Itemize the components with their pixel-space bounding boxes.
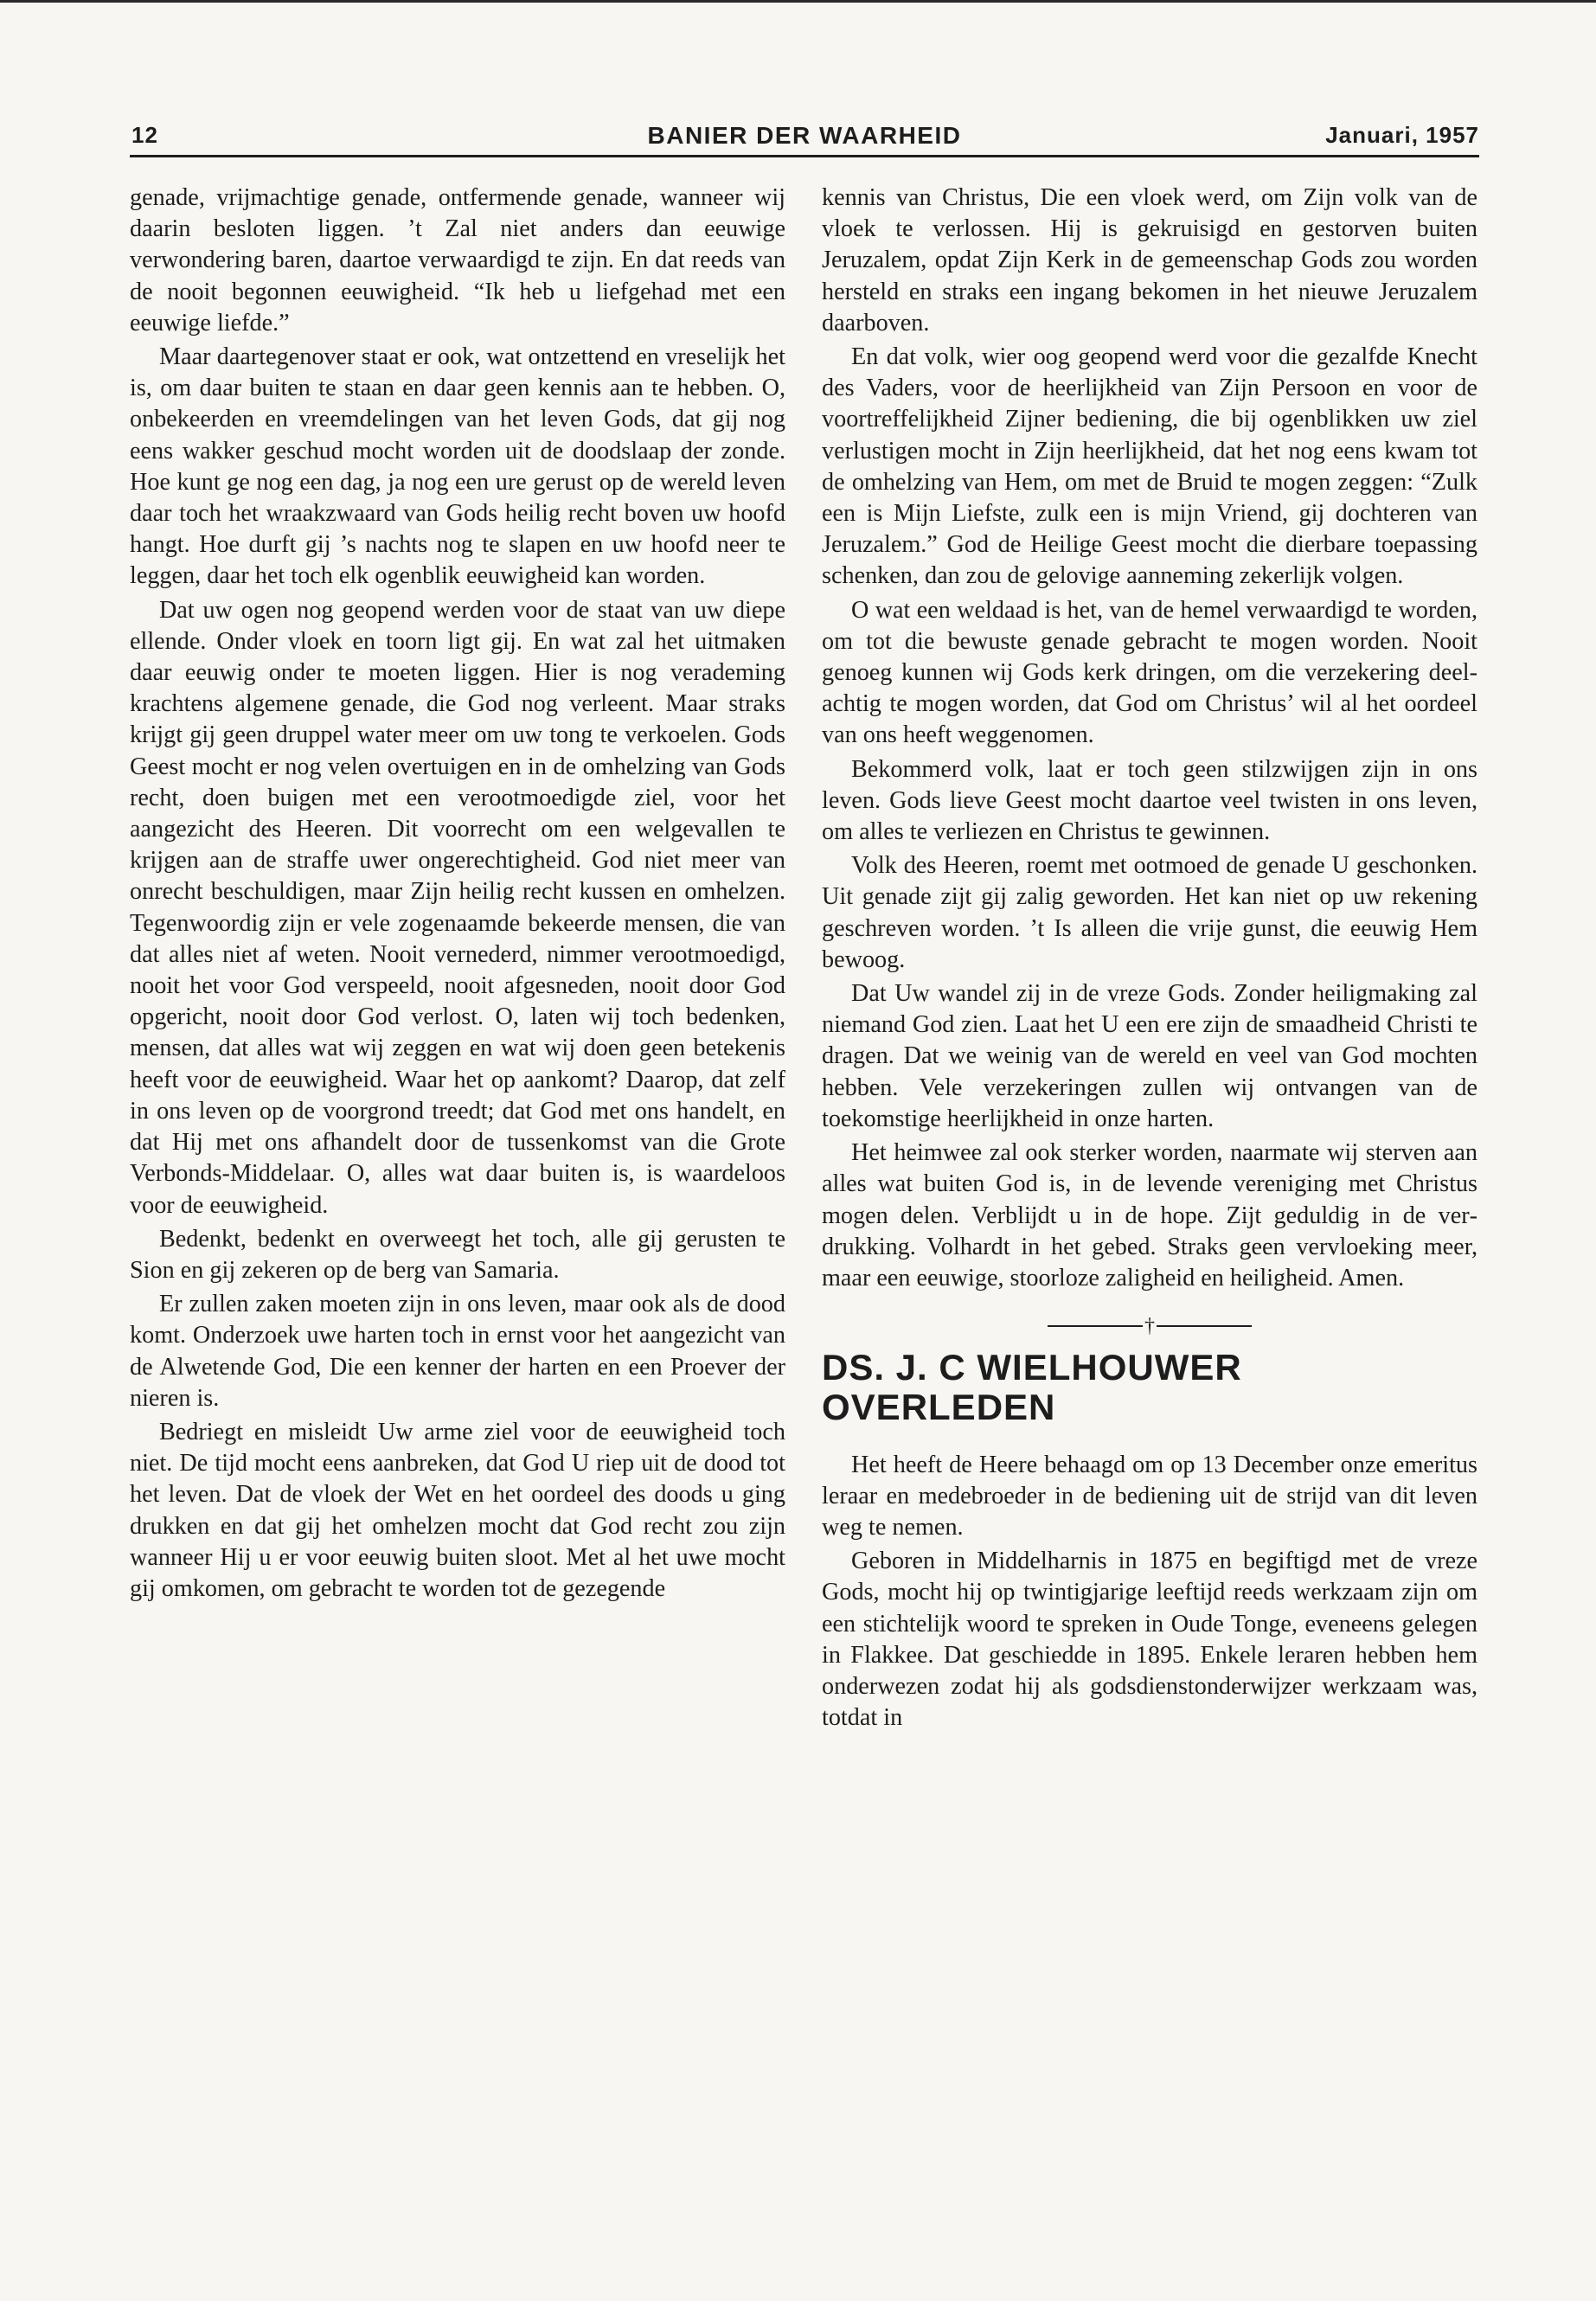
- divider-rule: [1157, 1325, 1252, 1327]
- divider-rule: [1048, 1325, 1143, 1327]
- paragraph: En dat volk, wier oog geopend werd voor die gezalfde Knecht des Vaders, voor de heerlijkheid van Zijn Persoon en voor de voortreffelijkheid Zijner bediening, die bij ogenblikken uw ziel verlustigen mocht in Zijn heerlijkheid, dat het nog eens kwam tot de omhelzing van Hem, om met de Bruid te mogen zeggen: “Zulk een is Mijn Liefste, zulk een is mijn Vriend, gij dochteren van Jeruzalem.” God de Heilige Geest mocht die dierbare toepassing schenken, dan zou de gelovige aanneming zekerlijk volgen.: [822, 343, 1477, 590]
- headline-line-2: OVERLEDEN: [822, 1386, 1056, 1427]
- cross-symbol: †: [1144, 1314, 1155, 1337]
- paragraph: Geboren in Middelharnis in 1875 en begiftigd met de vreze Gods, mocht hij op twintigjarige leeftijd reeds werkzaam zijn om een stichtelijk woord te spreken in Oude Tonge, eveneens gelegen in Flakkee. Dat geschiedde in 1895. Enkele leraren hebben hem onderwezen zodat hij als godsdienstonderwijzer werkzaam was, totdat in: [822, 1548, 1477, 1732]
- paragraph: Bedriegt en misleidt Uw arme ziel voor de eeuwigheid toch niet. De tijd mocht eens aanbreken, dat God U riep uit de dood tot het leven. Dat de vloek der Wet en het oordeel des doods u ging drukken en dat gij het omhelzen mocht dat God recht zou zijn wanneer Hij u er voor eeuwig buiten sloot. Met al het uwe mocht gij omkomen, om gebracht te worden tot de gezegende: [130, 1418, 785, 1602]
- paragraph: Volk des Heeren, roemt met ootmoed de genade U geschonken. Uit genade zijt gij zalig geworden. Het kan niet op uw rekening geschreven worden. ’t Is alleen die vrije gunst, die eeuwig Hem bewoog.: [822, 852, 1477, 973]
- page-number: 12: [131, 122, 158, 148]
- paragraph: kennis van Christus, Die een vloek werd, om Zijn volk van de vloek te verlossen. Hij is gekruisigd en gestorven buiten Jeruzalem, opdat Zijn Kerk in de gemeenschap Gods zou worden hersteld en straks een ingang bekomen in het nieuwe Jeruzalem daarboven.: [822, 184, 1477, 336]
- journal-title: BANIER DER WAARHEID: [647, 122, 962, 149]
- section-divider: [822, 1311, 1477, 1338]
- paragraph: Het heimwee zal ook sterker worden, naarmate wij sterven aan alles wat buiten God is, in de levende vereniging met Christus mogen delen. Verblijdt u in de hope. Zijt geduldig in de verdrukking. Volhardt in het gebed. Straks geen vervloeking meer, maar een eeuwige, stoorloze zaligheid en heiligheid. Amen.: [822, 1139, 1477, 1292]
- paragraph: O wat een weldaad is het, van de hemel verwaardigd te worden, om tot die bewuste genade gebracht te mogen worden. Nooit genoeg kunnen wij Gods kerk dringen, om die verzekering deelachtig te mogen worden, dat God om Christus’ wil al het oordeel van ons heeft weggenomen.: [822, 596, 1477, 749]
- paragraph: genade, vrijmachtige genade, ontfermende genade, wanneer wij daarin besloten liggen. ’t Zal niet anders dan eeuwige verwondering baren, daartoe verwaardigd te zijn. En dat reeds van de nooit begonnen eeuwigheid. “Ik heb u liefgehad met een eeuwige liefde.”: [130, 184, 785, 336]
- paragraph: Bekommerd volk, laat er toch geen stilzwijgen zijn in ons leven. Gods lieve Geest mocht daartoe veel twisten in ons leven, om alles te verliezen en Christus te gewinnen.: [822, 755, 1477, 846]
- issue-date: Januari, 1957: [1325, 122, 1479, 148]
- obituary-headline: [822, 1348, 1477, 1427]
- paragraph: Bedenkt, bedenkt en overweegt het toch, alle gij gerusten te Sion en gij zekeren op de berg van Samaria.: [130, 1225, 785, 1284]
- page-header: [130, 115, 1479, 157]
- paragraph: Er zullen zaken moeten zijn in ons leven, maar ook als de dood komt. Onderzoek uwe harten toch in ernst voor het aangezicht van de Alwetende God, Die een kenner der harten en een Proever der nieren is.: [130, 1291, 785, 1412]
- left-column: [130, 183, 785, 1607]
- paragraph: Het heeft de Heere behaagd om op 13 December onze emeritus leraar en medebroeder in de bediening uit de strijd van dit leven weg te nemen.: [822, 1451, 1477, 1541]
- headline-line-1: DS. J. C WIELHOUWER: [822, 1346, 1242, 1388]
- right-column: [822, 183, 1477, 1736]
- paragraph: Maar daartegenover staat er ook, wat ontzettend en vreselijk het is, om daar buiten te staan en daar geen kennis aan te hebben. O, onbekeerden en vreemdelingen van het leven Gods, dat gij nog eens wakker geschud mocht worden uit de doodslaap der zonde. Hoe kunt ge nog een dag, ja nog een ure gerust op de wereld leven daar toch het wraakzwaard van Gods heilig recht boven uw hoofd hangt. Hoe durft gij ’s nachts nog te slapen en uw hoofd neer te leggen, daar het toch elk ogenblik eeuwigheid kan worden.: [130, 343, 785, 590]
- paragraph: Dat Uw wandel zij in de vreze Gods. Zonder heiligmaking zal niemand God zien. Laat het U een ere zijn de smaadheid Christi te dragen. Dat we weinig van de wereld en veel van God mochten hebben. Vele verzekeringen zullen wij ontvangen van de toekomstige heerlijkheid in onze harten.: [822, 980, 1477, 1132]
- paragraph: Dat uw ogen nog geopend werden voor de staat van uw diepe ellende. Onder vloek en toorn ligt gij. En wat zal het uitmaken daar eeuwig onder te moeten liggen. Hier is nog verademing krachtens algemene genade, die God nog verleent. Maar straks krijgt gij geen druppel water meer om uw tong te verkoelen. Gods Geest mocht er nog velen overtuigen en in de omhelzing van Gods recht, doen buigen met een verootmoedigde ziel, voor het aangezicht des Heeren. Dit voorrecht om een welgevallen te krijgen aan de straffe uwer ongerechtigheid. God niet meer van onrecht beschuldigen, maar Zijn heilig recht kussen en omhelzen. Tegenwoordig zijn er vele zogenaamde bekeerde mensen, die van dat alles niet af weten. Nooit vernederd, nimmer verootmoedigd, nooit het voor God verspeeld, nooit afgesneden, nooit door God opgericht, nooit door God verlost. O, laten wij toch bedenken, mensen, dat alles wat wij zeggen en wat wij doen geen betekenis heeft voor de eeuwigheid. Waar het op aankomt? Daarop, dat zelf in ons leven op de voorgrond treedt; dat God met ons handelt, en dat Hij met ons afhandelt door de tussenkomst van die Grote Verbonds-Middelaar. O, alles wat daar buiten is, is waardeloos voor de eeuwigheid.: [130, 596, 785, 1219]
